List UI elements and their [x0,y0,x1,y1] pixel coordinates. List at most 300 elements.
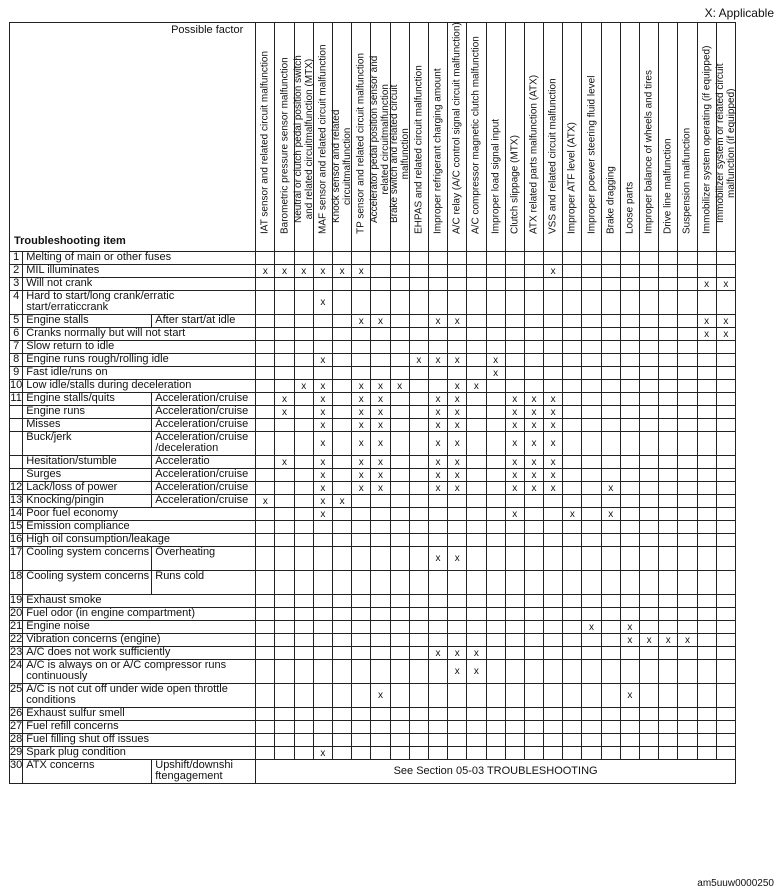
applicability-cell [716,354,735,367]
applicability-cell [486,534,505,547]
applicability-cell [467,734,486,747]
factor-label: Improper load signal input [490,118,502,234]
applicability-cell [275,315,294,328]
applicability-cell [275,521,294,534]
applicability-cell [678,660,697,684]
applicability-cell: x [294,380,313,393]
applicability-cell [390,432,409,456]
applicability-cell [640,547,659,571]
applicability-cell [486,291,505,315]
applicability-cell [505,621,524,634]
applicability-cell [428,265,447,278]
applicability-cell [275,328,294,341]
item-condition: Acceleration/cruise [152,393,256,406]
applicability-cell [352,495,371,508]
applicability-cell [659,608,678,621]
applicability-cell [544,647,563,660]
applicability-cell [697,721,716,734]
applicability-cell [352,521,371,534]
applicability-cell [467,708,486,721]
applicability-cell [409,252,428,265]
applicability-cell [697,734,716,747]
item-number: 1 [10,252,23,265]
applicability-cell [716,534,735,547]
applicability-cell [659,571,678,595]
applicability-cell [640,354,659,367]
applicability-cell [697,608,716,621]
applicability-cell [390,708,409,721]
applicability-cell [409,393,428,406]
applicability-cell [333,291,352,315]
applicability-cell: x [313,419,332,432]
applicability-cell [697,534,716,547]
applicability-cell: x [697,328,716,341]
applicability-cell [448,252,467,265]
factor-header-2 [275,23,294,252]
applicability-cell [640,278,659,291]
applicability-cell [256,469,275,482]
applicability-cell [544,328,563,341]
applicability-cell [601,534,620,547]
applicability-cell [582,432,601,456]
applicability-cell [544,684,563,708]
applicability-cell [390,315,409,328]
factor-header-16 [544,23,563,252]
applicability-cell [256,367,275,380]
applicability-cell: x [620,634,639,647]
applicability-cell [390,734,409,747]
factor-header-19 [601,23,620,252]
applicability-cell [428,684,447,708]
applicability-cell [678,341,697,354]
applicability-cell [371,595,390,608]
applicability-cell: x [294,265,313,278]
applicability-cell [640,380,659,393]
applicability-cell [582,278,601,291]
factor-label: A/C compressor magnetic clutch malfunction [470,36,482,234]
applicability-cell [544,521,563,534]
table-row [10,354,736,367]
applicability-cell [582,534,601,547]
applicability-cell [716,621,735,634]
applicability-cell [620,508,639,521]
table-row [10,495,736,508]
table-row [10,432,736,456]
applicability-cell [582,380,601,393]
applicability-cell: x [448,354,467,367]
table-row [10,708,736,721]
table-row [10,291,736,315]
applicability-cell [294,291,313,315]
applicability-cell [313,621,332,634]
applicability-cell [294,341,313,354]
item-number [10,469,23,482]
applicability-cell [659,406,678,419]
applicability-cell: x [448,547,467,571]
applicability-cell [256,547,275,571]
applicability-cell: x [428,354,447,367]
applicability-cell: x [448,469,467,482]
applicability-cell [409,265,428,278]
table-row [10,634,736,647]
applicability-cell [640,508,659,521]
applicability-cell [678,393,697,406]
applicability-cell [601,393,620,406]
applicability-cell [678,406,697,419]
applicability-cell: x [524,432,543,456]
applicability-cell [486,621,505,634]
applicability-cell [294,495,313,508]
applicability-cell: x [467,647,486,660]
applicability-cell [640,608,659,621]
applicability-cell [601,419,620,432]
applicability-cell [352,547,371,571]
applicability-cell [697,456,716,469]
factor-header-row [10,23,736,252]
applicability-cell: x [467,660,486,684]
applicability-cell [294,647,313,660]
item-condition: Acceleration/cruise [152,495,256,508]
applicability-cell [563,571,582,595]
table-row [10,469,736,482]
applicability-cell [467,571,486,595]
applicability-cell: x [448,406,467,419]
applicability-cell: x [544,432,563,456]
applicability-cell [333,419,352,432]
applicability-cell [524,508,543,521]
factor-label: Improper ATF level (ATX) [566,122,578,234]
item-number: 6 [10,328,23,341]
applicability-cell [371,747,390,760]
applicability-cell [371,341,390,354]
applicability-cell: x [313,432,332,456]
applicability-cell [371,328,390,341]
applicability-cell [448,684,467,708]
applicability-cell [697,508,716,521]
applicability-cell [640,721,659,734]
item-number: 5 [10,315,23,328]
applicability-cell [544,252,563,265]
item-number [10,419,23,432]
item-condition: Acceleration/cruise [152,406,256,419]
applicability-cell [448,721,467,734]
applicability-cell [563,380,582,393]
applicability-cell [640,521,659,534]
table-row [10,393,736,406]
applicability-cell [333,521,352,534]
applicability-cell [620,721,639,734]
applicability-cell [678,380,697,393]
applicability-cell: x [524,419,543,432]
applicability-cell [659,456,678,469]
applicability-cell: x [505,393,524,406]
applicability-cell [428,734,447,747]
item-number: 28 [10,733,23,745]
applicability-cell [390,265,409,278]
applicability-cell [333,278,352,291]
applicability-cell [678,547,697,571]
applicability-cell [333,328,352,341]
applicability-cell [275,595,294,608]
applicability-cell [601,547,620,571]
applicability-cell: x [352,406,371,419]
applicability-cell [467,521,486,534]
applicability-cell [582,495,601,508]
applicability-cell [505,660,524,684]
table-row [10,406,736,419]
applicability-cell [409,521,428,534]
applicability-cell [371,734,390,747]
applicability-cell [678,747,697,760]
applicability-cell [294,278,313,291]
applicability-cell [486,521,505,534]
factor-label: VSS and related circuit malfunction [547,78,559,234]
applicability-cell [275,660,294,684]
applicability-cell [428,747,447,760]
applicability-cell [582,660,601,684]
applicability-cell [409,634,428,647]
applicability-cell [640,482,659,495]
factor-header-6 [352,23,371,252]
applicability-cell: x [313,469,332,482]
applicability-cell: x [371,380,390,393]
applicability-cell [409,595,428,608]
applicability-cell [256,354,275,367]
factor-header-18 [582,23,601,252]
applicability-cell [524,595,543,608]
applicability-cell [390,647,409,660]
troubleshooting-item: Misses [23,419,152,432]
applicability-cell: x [390,380,409,393]
applicability-cell [352,367,371,380]
applicability-cell [409,571,428,595]
applicability-cell [524,265,543,278]
factor-label: Drive line malfunction [662,138,674,234]
troubleshooting-item: MIL illuminates [23,265,256,278]
applicability-cell [544,495,563,508]
applicability-cell [390,419,409,432]
troubleshooting-item: Engine runs rough/rolling idle [23,354,256,367]
applicability-cell [275,508,294,521]
applicability-cell [678,469,697,482]
item-condition: Upshift/downshi ftengagement [152,760,256,784]
header-corner [10,23,256,252]
applicability-cell: x [275,265,294,278]
applicability-cell [409,482,428,495]
applicability-cell [678,456,697,469]
troubleshooting-item: High oil consumption/leakage [23,534,256,547]
applicability-cell [256,608,275,621]
factor-label: Improper poewer steering fluid level [586,75,598,234]
table-row [10,571,736,595]
applicability-cell [333,406,352,419]
applicability-cell [275,341,294,354]
applicability-cell [275,291,294,315]
applicability-cell [620,495,639,508]
table-row [10,721,736,734]
applicability-cell [544,547,563,571]
applicability-cell [467,406,486,419]
applicability-cell [659,684,678,708]
applicability-cell [486,252,505,265]
applicability-cell [563,456,582,469]
applicability-cell [467,747,486,760]
applicability-cell: x [563,508,582,521]
applicability-cell [390,634,409,647]
applicability-cell [467,265,486,278]
applicability-cell [601,291,620,315]
applicability-cell [390,621,409,634]
applicability-cell [390,534,409,547]
applicability-cell [428,341,447,354]
applicability-cell [390,328,409,341]
applicability-cell [428,634,447,647]
applicability-cell: x [620,684,639,708]
table-row [10,315,736,328]
item-condition: Acceleration/cruise /deceleration [152,432,256,456]
applicability-cell [620,406,639,419]
applicability-cell [505,595,524,608]
troubleshooting-item: Surges [23,469,152,482]
applicability-cell [716,252,735,265]
applicability-cell [486,708,505,721]
factor-header-24 [697,23,716,252]
applicability-cell [256,747,275,760]
applicability-cell [333,708,352,721]
applicability-cell [524,495,543,508]
applicability-cell [659,508,678,521]
applicability-cell [390,252,409,265]
table-row [10,456,736,469]
applicability-cell [313,367,332,380]
applicability-cell [524,291,543,315]
applicability-cell [294,508,313,521]
applicability-cell [409,406,428,419]
applicability-cell [716,660,735,684]
factor-label: MAF sensor and related circuit malfunction [317,44,329,234]
applicability-cell [256,571,275,595]
applicability-cell [582,482,601,495]
applicability-cell [352,252,371,265]
table-row [10,684,736,708]
applicability-cell [524,660,543,684]
factor-header-12 [467,23,486,252]
applicability-cell [640,393,659,406]
applicability-cell [678,315,697,328]
applicability-cell [467,278,486,291]
troubleshooting-item: Will not crank [23,278,256,291]
applicability-cell [640,469,659,482]
applicability-cell [352,634,371,647]
applicability-cell: x [256,495,275,508]
applicability-cell [448,328,467,341]
applicability-cell [563,608,582,621]
possible-factor-label: Possible factor [171,24,244,36]
applicability-cell [294,406,313,419]
applicability-cell [313,521,332,534]
applicability-cell [333,315,352,328]
applicability-cell [678,367,697,380]
applicability-cell [409,315,428,328]
applicability-cell [620,734,639,747]
applicability-cell [275,621,294,634]
applicability-cell: x [313,380,332,393]
applicability-cell [467,393,486,406]
applicability-cell [563,595,582,608]
applicability-cell [256,380,275,393]
table-row [10,265,736,278]
applicability-cell [544,621,563,634]
factor-header-25 [716,23,735,252]
applicability-cell [333,534,352,547]
applicability-cell [467,621,486,634]
troubleshooting-item: Engine stalls [23,315,152,328]
applicability-cell [333,456,352,469]
table-row [10,341,736,354]
applicability-cell: x [371,393,390,406]
applicability-cell [524,341,543,354]
applicability-cell [486,747,505,760]
applicability-cell [524,621,543,634]
applicability-cell [697,469,716,482]
applicability-cell [505,684,524,708]
troubleshooting-item: Cranks normally but will not start [23,328,256,341]
applicability-cell [313,595,332,608]
table-row [10,647,736,660]
applicability-cell: x [313,456,332,469]
applicability-cell [563,708,582,721]
applicability-cell [390,393,409,406]
applicability-cell [390,406,409,419]
table-row [10,521,736,534]
applicability-cell [544,708,563,721]
applicability-cell [659,291,678,315]
applicability-cell [697,291,716,315]
applicability-cell [678,419,697,432]
applicability-cell [563,328,582,341]
applicability-cell: x [313,291,332,315]
applicability-cell: x [256,265,275,278]
applicability-cell [428,608,447,621]
applicability-cell: x [313,354,332,367]
applicability-cell [640,252,659,265]
applicability-cell [620,354,639,367]
applicability-cell [601,278,620,291]
item-number: 12 [10,481,23,493]
applicability-cell [294,595,313,608]
applicability-cell [313,721,332,734]
applicability-cell [294,469,313,482]
applicability-cell [659,315,678,328]
applicability-cell [640,708,659,721]
applicability-cell [486,660,505,684]
applicability-cell [640,328,659,341]
applicability-cell [313,634,332,647]
applicability-cell: x [716,328,735,341]
applicability-cell [563,621,582,634]
applicability-cell: x [333,495,352,508]
applicability-cell [544,380,563,393]
applicability-cell [640,291,659,315]
applicability-cell [390,595,409,608]
applicability-cell [294,534,313,547]
applicability-cell [716,547,735,571]
applicability-cell [390,278,409,291]
item-condition: Acceleratio [152,456,256,469]
applicability-cell [409,432,428,456]
table-row [10,547,736,571]
troubleshooting-item: Engine runs [23,406,152,419]
